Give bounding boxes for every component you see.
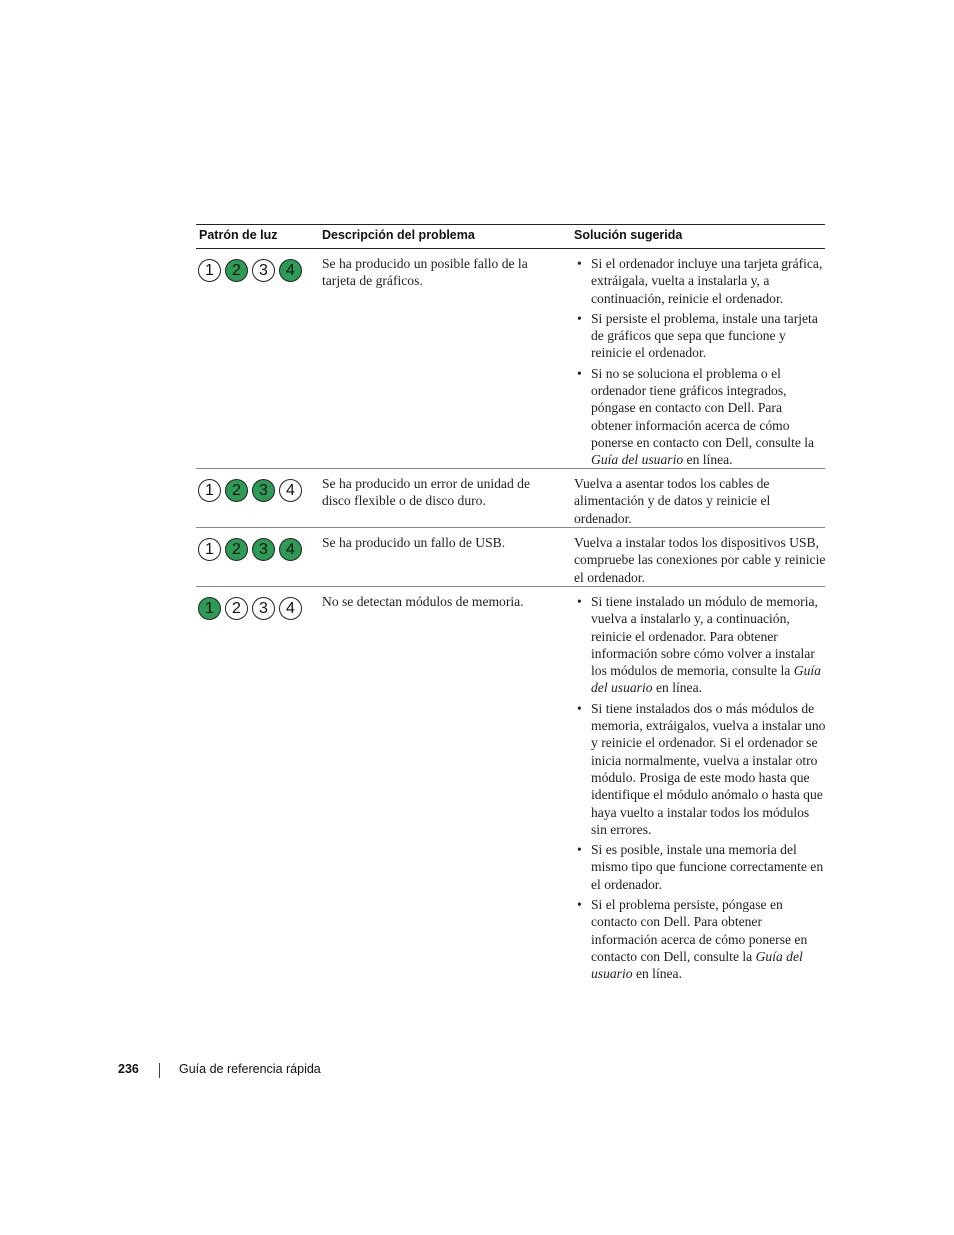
solution-text: Si el problema persiste, póngase en contacto con Dell. Para obtener información acerca de cómo ponerse en contacto con Dell, consulte la <box>591 897 808 964</box>
light-pattern <box>198 479 302 502</box>
diagnostic-light-2-on: 2 <box>225 259 248 282</box>
table-row <box>196 587 825 987</box>
solution-text: Vuelva a instalar todos los dispositivos USB, compruebe las conexiones por cable y reinicie el ordenador. <box>574 535 826 585</box>
problem-description: Se ha producido un error de unidad de disco flexible o de disco duro. <box>322 476 530 509</box>
solution-text: Vuelva a asentar todos los cables de alimentación y de datos y reinicie el ordenador. <box>574 476 771 526</box>
bullet-icon: • <box>577 700 582 716</box>
solution-text: Si persiste el problema, instale una tarjeta de gráficos que sepa que funcione y reinicie el ordenador. <box>591 310 818 361</box>
diagnostic-light-2-on: 2 <box>225 479 248 502</box>
diagnostic-light-3-off: 3 <box>252 597 275 620</box>
footer-separator <box>159 1063 160 1078</box>
user-guide-reference: Guía del usuario <box>591 948 803 982</box>
table-header-row <box>196 224 825 249</box>
table-row <box>196 469 825 528</box>
list-item <box>574 700 826 838</box>
bullet-icon: • <box>577 365 582 381</box>
solution-text: Si tiene instalados dos o más módulos de memoria, extráigalos, vuelva a instalar uno y reinicie el ordenador. Si el ordenador se inicia normalmente, vuelva a instalar otro módulo. Prosiga de este modo hasta que identifique el módulo anómalo o hasta que haya vuelto a instalar todos los módulos sin errores. <box>591 700 826 837</box>
light-pattern <box>198 259 302 282</box>
list-item <box>574 310 826 362</box>
light-pattern <box>198 538 302 561</box>
diagnostic-light-3-off: 3 <box>252 259 275 282</box>
suggested-solution <box>574 255 826 472</box>
bullet-icon: • <box>577 594 582 609</box>
suggested-solution <box>574 534 826 586</box>
problem-description: Se ha producido un posible fallo de la tarjeta de gráficos. <box>322 256 528 289</box>
diagnostic-light-1-off: 1 <box>198 259 221 282</box>
suggested-solution <box>574 593 826 986</box>
bullet-icon: • <box>577 310 582 326</box>
diagnostic-light-4-off: 4 <box>279 597 302 620</box>
light-pattern <box>198 597 302 620</box>
document-title: Guía de referencia rápida <box>179 1062 321 1076</box>
diagnostic-light-2-off: 2 <box>225 597 248 620</box>
bullet-icon: • <box>577 897 582 913</box>
solution-text: Si tiene instalado un módulo de memoria, vuelva a instalarlo y, a continuación, reinicie el ordenador. Para obtener información sobre cómo volver a instalar los módulos de memoria, consulte la <box>591 594 818 679</box>
problem-description: No se detectan módulos de memoria. <box>322 594 524 609</box>
diagnostic-light-2-on: 2 <box>225 538 248 561</box>
diagnostic-light-4-on: 4 <box>279 259 302 282</box>
problem-description: Se ha producido un fallo de USB. <box>322 535 506 550</box>
solution-text: en línea. <box>652 680 703 696</box>
suggested-solution <box>574 475 826 527</box>
list-item <box>574 365 826 469</box>
header-light-pattern: Patrón de luz <box>199 228 278 242</box>
solution-text: en línea. <box>632 966 682 982</box>
diagnostic-light-1-on: 1 <box>198 597 221 620</box>
list-item <box>574 896 826 982</box>
header-problem-description: Descripción del problema <box>322 228 475 242</box>
diagnostic-light-4-on: 4 <box>279 538 302 561</box>
header-suggested-solution: Solución sugerida <box>574 228 683 242</box>
diagnostic-light-1-off: 1 <box>198 479 221 502</box>
solution-text: Si el ordenador incluye una tarjeta gráfica, extráigala, vuelta a instalarla y, a continuación, reinicie el ordenador. <box>591 256 823 306</box>
list-item <box>574 841 826 893</box>
table-row <box>196 528 825 587</box>
solution-text: Si no se soluciona el problema o el ordenador tiene gráficos integrados, póngase en contacto con Dell. Para obtener información acerca de cómo ponerse en contacto con Dell, consulte la <box>591 365 815 450</box>
diagnostic-light-3-on: 3 <box>252 479 275 502</box>
table-row <box>196 249 825 469</box>
solution-bullet-list <box>574 255 826 469</box>
list-item <box>574 593 826 697</box>
diagnostic-lights-table <box>196 224 825 987</box>
bullet-icon: • <box>577 842 582 858</box>
solution-text: en línea. <box>683 452 733 468</box>
page-number: 236 <box>118 1062 139 1076</box>
list-item <box>574 255 826 307</box>
diagnostic-light-4-off: 4 <box>279 479 302 502</box>
diagnostic-light-3-on: 3 <box>252 538 275 561</box>
solution-text: Si es posible, instale una memoria del mismo tipo que funcione correctamente en el ordenador. <box>591 842 824 892</box>
bullet-icon: • <box>577 256 582 271</box>
user-guide-reference: Guía del usuario <box>591 452 684 468</box>
user-guide-reference: Guía del usuario <box>591 663 821 696</box>
diagnostic-light-1-off: 1 <box>198 538 221 561</box>
solution-bullet-list <box>574 593 826 983</box>
